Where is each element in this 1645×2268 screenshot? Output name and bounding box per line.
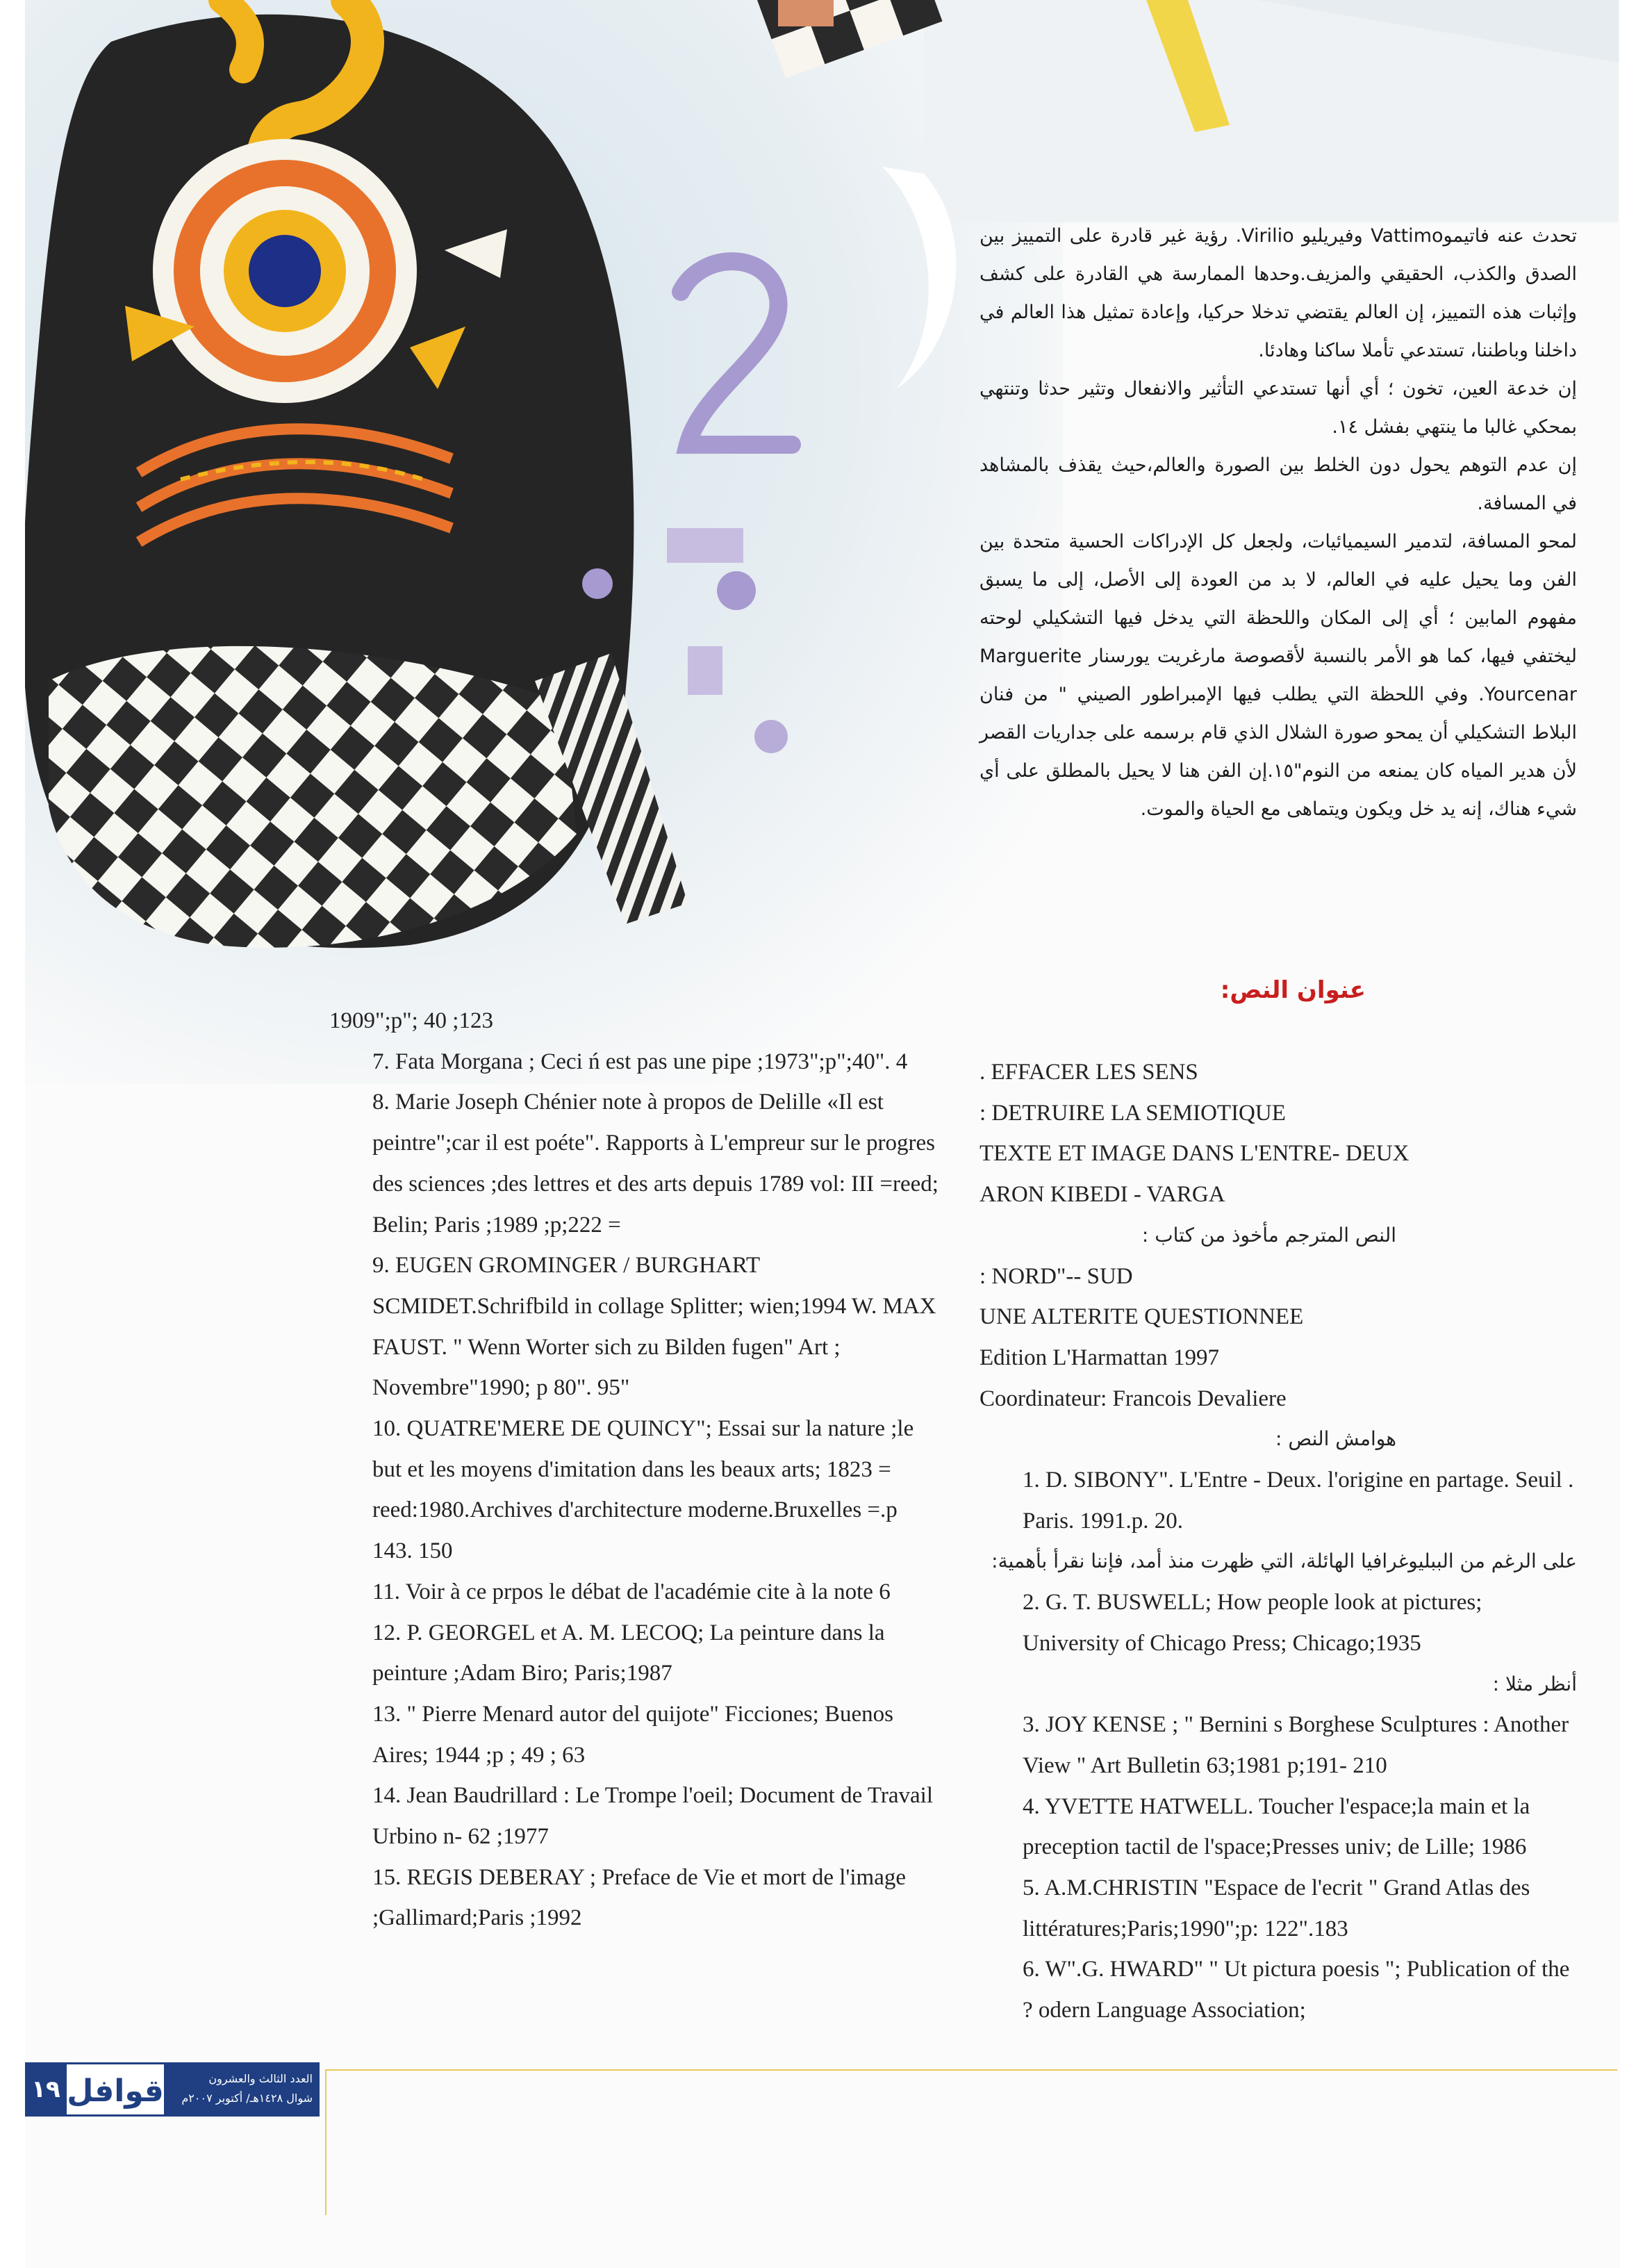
reference-item: 4. YVETTE HATWELL. Toucher l'espace;la main et la preception tactil de l'space;Presses univ; de Lille; 1986 [1023, 1793, 1530, 1860]
reference-item: 1909";p"; 40 ;123 [329, 1008, 493, 1033]
page-left-margin [0, 0, 25, 2268]
source-title-line: TEXTE ET IMAGE DANS L'ENTRE- DEUX [979, 1141, 1410, 1167]
book-line: Edition L'Harmattan 1997 [979, 1345, 1220, 1370]
reference-item: 8. Marie Joseph Chénier note à propos de Delille «Il est peintre";car il est poéte". Rapports à L'empreur sur le progres des sciences ;des lettres et des arts depuis 1789 vol: III =reed; Belin; Paris ;1989 ;p;222 = [372, 1090, 939, 1238]
section-heading: عنوان النص: [1220, 976, 1366, 1004]
issue-date: شوال ١٤٢٨هـ/ أكتوبر ٢٠٠٧م [181, 2092, 313, 2105]
bibliography-note: على الرغم من الببليوغرافيا الهائلة، التي ظهرت منذ أمد، فإننا نقرأ بأهمية: [991, 1550, 1577, 1573]
footer-rule [325, 2069, 1617, 2071]
reference-item: 12. P. GEORGEL et A. M. LECOQ; La peinture dans la peinture ;Adam Biro; Paris;1987 [372, 1620, 885, 1686]
page-number: ١٩ [25, 2062, 67, 2117]
reference-item: 7. Fata Morgana ; Ceci ń est pas une pipe ;1973";p";40". 4 [372, 1049, 908, 1074]
notes-label: هوامش النص : [1275, 1427, 1396, 1451]
source-and-notes-column [979, 1052, 1577, 2031]
arabic-paragraph-2: إن خدعة العين، تخون ؛ أي أنها تستدعي التأثير والانفعال وتثير حدثا وتنتهي بمحكي غالبا ما ينتهي بفشل ١٤. [979, 378, 1577, 438]
reference-item: 10. QUATRE'MERE DE QUINCY"; Essai sur la nature ;le but et les moyens d'imitation dans les beaux arts; 1823 = reed:1980.Archives d'architecture moderne.Bruxelles =.p 143. 150 [372, 1416, 914, 1564]
arabic-paragraph-3: إن عدم التوهم يحول دون الخلط بين الصورة والعالم،حيث يقذف بالمشاهد في المسافة. [979, 454, 1577, 514]
see-example-label: أنظر مثلا : [1492, 1672, 1577, 1695]
source-label: النص المترجم مأخوذ من كتاب : [1141, 1223, 1396, 1247]
reference-item: 5. A.M.CHRISTIN "Espace de l'ecrit " Grand Atlas des littératures;Paris;1990";p: 122".183 [1023, 1875, 1530, 1941]
reference-item: 1. D. SIBONY". L'Entre - Deux. l'origine en partage. Seuil . Paris. 1991.p. 20. [1023, 1468, 1574, 1534]
reference-item: 14. Jean Baudrillard : Le Trompe l'oeil; Document de Travail Urbino n- 62 ;1977 [372, 1783, 934, 1850]
arabic-paragraph-4: لمحو المسافة، لتدمير السيميائيات، ولجعل كل الإدراكات الحسية متحدة بين الفن وما يحيل عليه في العالم، لا بد من العودة إلى الأصل، إلى ما يسبق مفهوم المابين ؛ أي إلى المكان واللحظة التي يدخل فيها التشكيلي لوحته ليختفي فيها، كما هو الأمر بالنسبة لأقصوصة مارغريت يورسنار Marguerite Yourcenar. وفي اللحظة التي يطلب فيها الإمبراطور الصيني " من فنان البلاط التشكيلي أن يمحو صورة الشلال الذي قام برسمه على جداريات القصر لأن هدير المياه كان يمنعه من النوم"١٥.إن الفن هنا لا يحيل بالمطلق على أي شيء هناك، إنه يد خل ويكون ويتماهى مع الحياة والموت. [979, 531, 1577, 820]
footer-divider [325, 2069, 326, 2215]
reference-item: 9. EUGEN GROMINGER / BURGHART SCMIDET.Schrifbild in collage Splitter; wien;1994 W. MAX FAUST. " Wenn Worter sich zu Bilden fugen" Art ; Novembre"1990; p 80". 95" [372, 1253, 936, 1401]
reference-item: 6. W".G. HWARD" " Ut pictura poesis "; Publication of the ? odern Language Association; [1023, 1957, 1570, 2023]
issue-number: العدد الثالث والعشرون [208, 2072, 313, 2085]
page-right-margin [1620, 0, 1645, 2268]
reference-item: 13. " Pierre Menard autor del quijote" Ficciones; Buenos Aires; 1944 ;p ; 49 ; 63 [372, 1701, 894, 1768]
reference-item: 2. G. T. BUSWELL; How people look at pictures; University of Chicago Press; Chicago;1935 [1023, 1590, 1482, 1656]
footer-masthead [25, 2062, 320, 2117]
book-line: UNE ALTERITE QUESTIONNEE [979, 1304, 1304, 1330]
references-left-column [329, 1001, 941, 1939]
reference-item: 15. REGIS DEBERAY ; Preface de Vie et mort de l'image ;Gallimard;Paris ;1992 [372, 1864, 907, 1931]
magazine-logo: قوافل [67, 2062, 164, 2117]
arabic-article-body [979, 217, 1577, 828]
source-title-line: : DETRUIRE LA SEMIOTIQUE [979, 1100, 1286, 1126]
arabic-paragraph-1: تحدث عنه فاتيموVattimo وفيريليو Virilio. رؤية غير قادرة على التمييز بين الصدق والكذب، الحقيقي والمزيف.وحدها الممارسة هي القادرة على كشف وإثبات هذه التمييز، إن العالم يقتضي تدخلا حركيا، وإعادة تمثيل هذا العالم في داخلنا وباطننا، تستدعي تأملا ساكنا وهادئا. [979, 225, 1577, 361]
issue-info [164, 2062, 320, 2117]
book-line: Coordinateur: Francois Devaliere [979, 1386, 1287, 1411]
book-line: : NORD"-- SUD [979, 1263, 1133, 1289]
reference-item: 3. JOY KENSE ; " Bernini s Borghese Sculptures : Another View " Art Bulletin 63;1981 p;191- 210 [1023, 1712, 1569, 1778]
reference-item: 11. Voir à ce prpos le débat de l'académie cite à la note 6 [372, 1579, 891, 1604]
source-title-line: . EFFACER LES SENS [979, 1060, 1198, 1085]
source-title-line: ARON KIBEDI - VARGA [979, 1182, 1225, 1208]
